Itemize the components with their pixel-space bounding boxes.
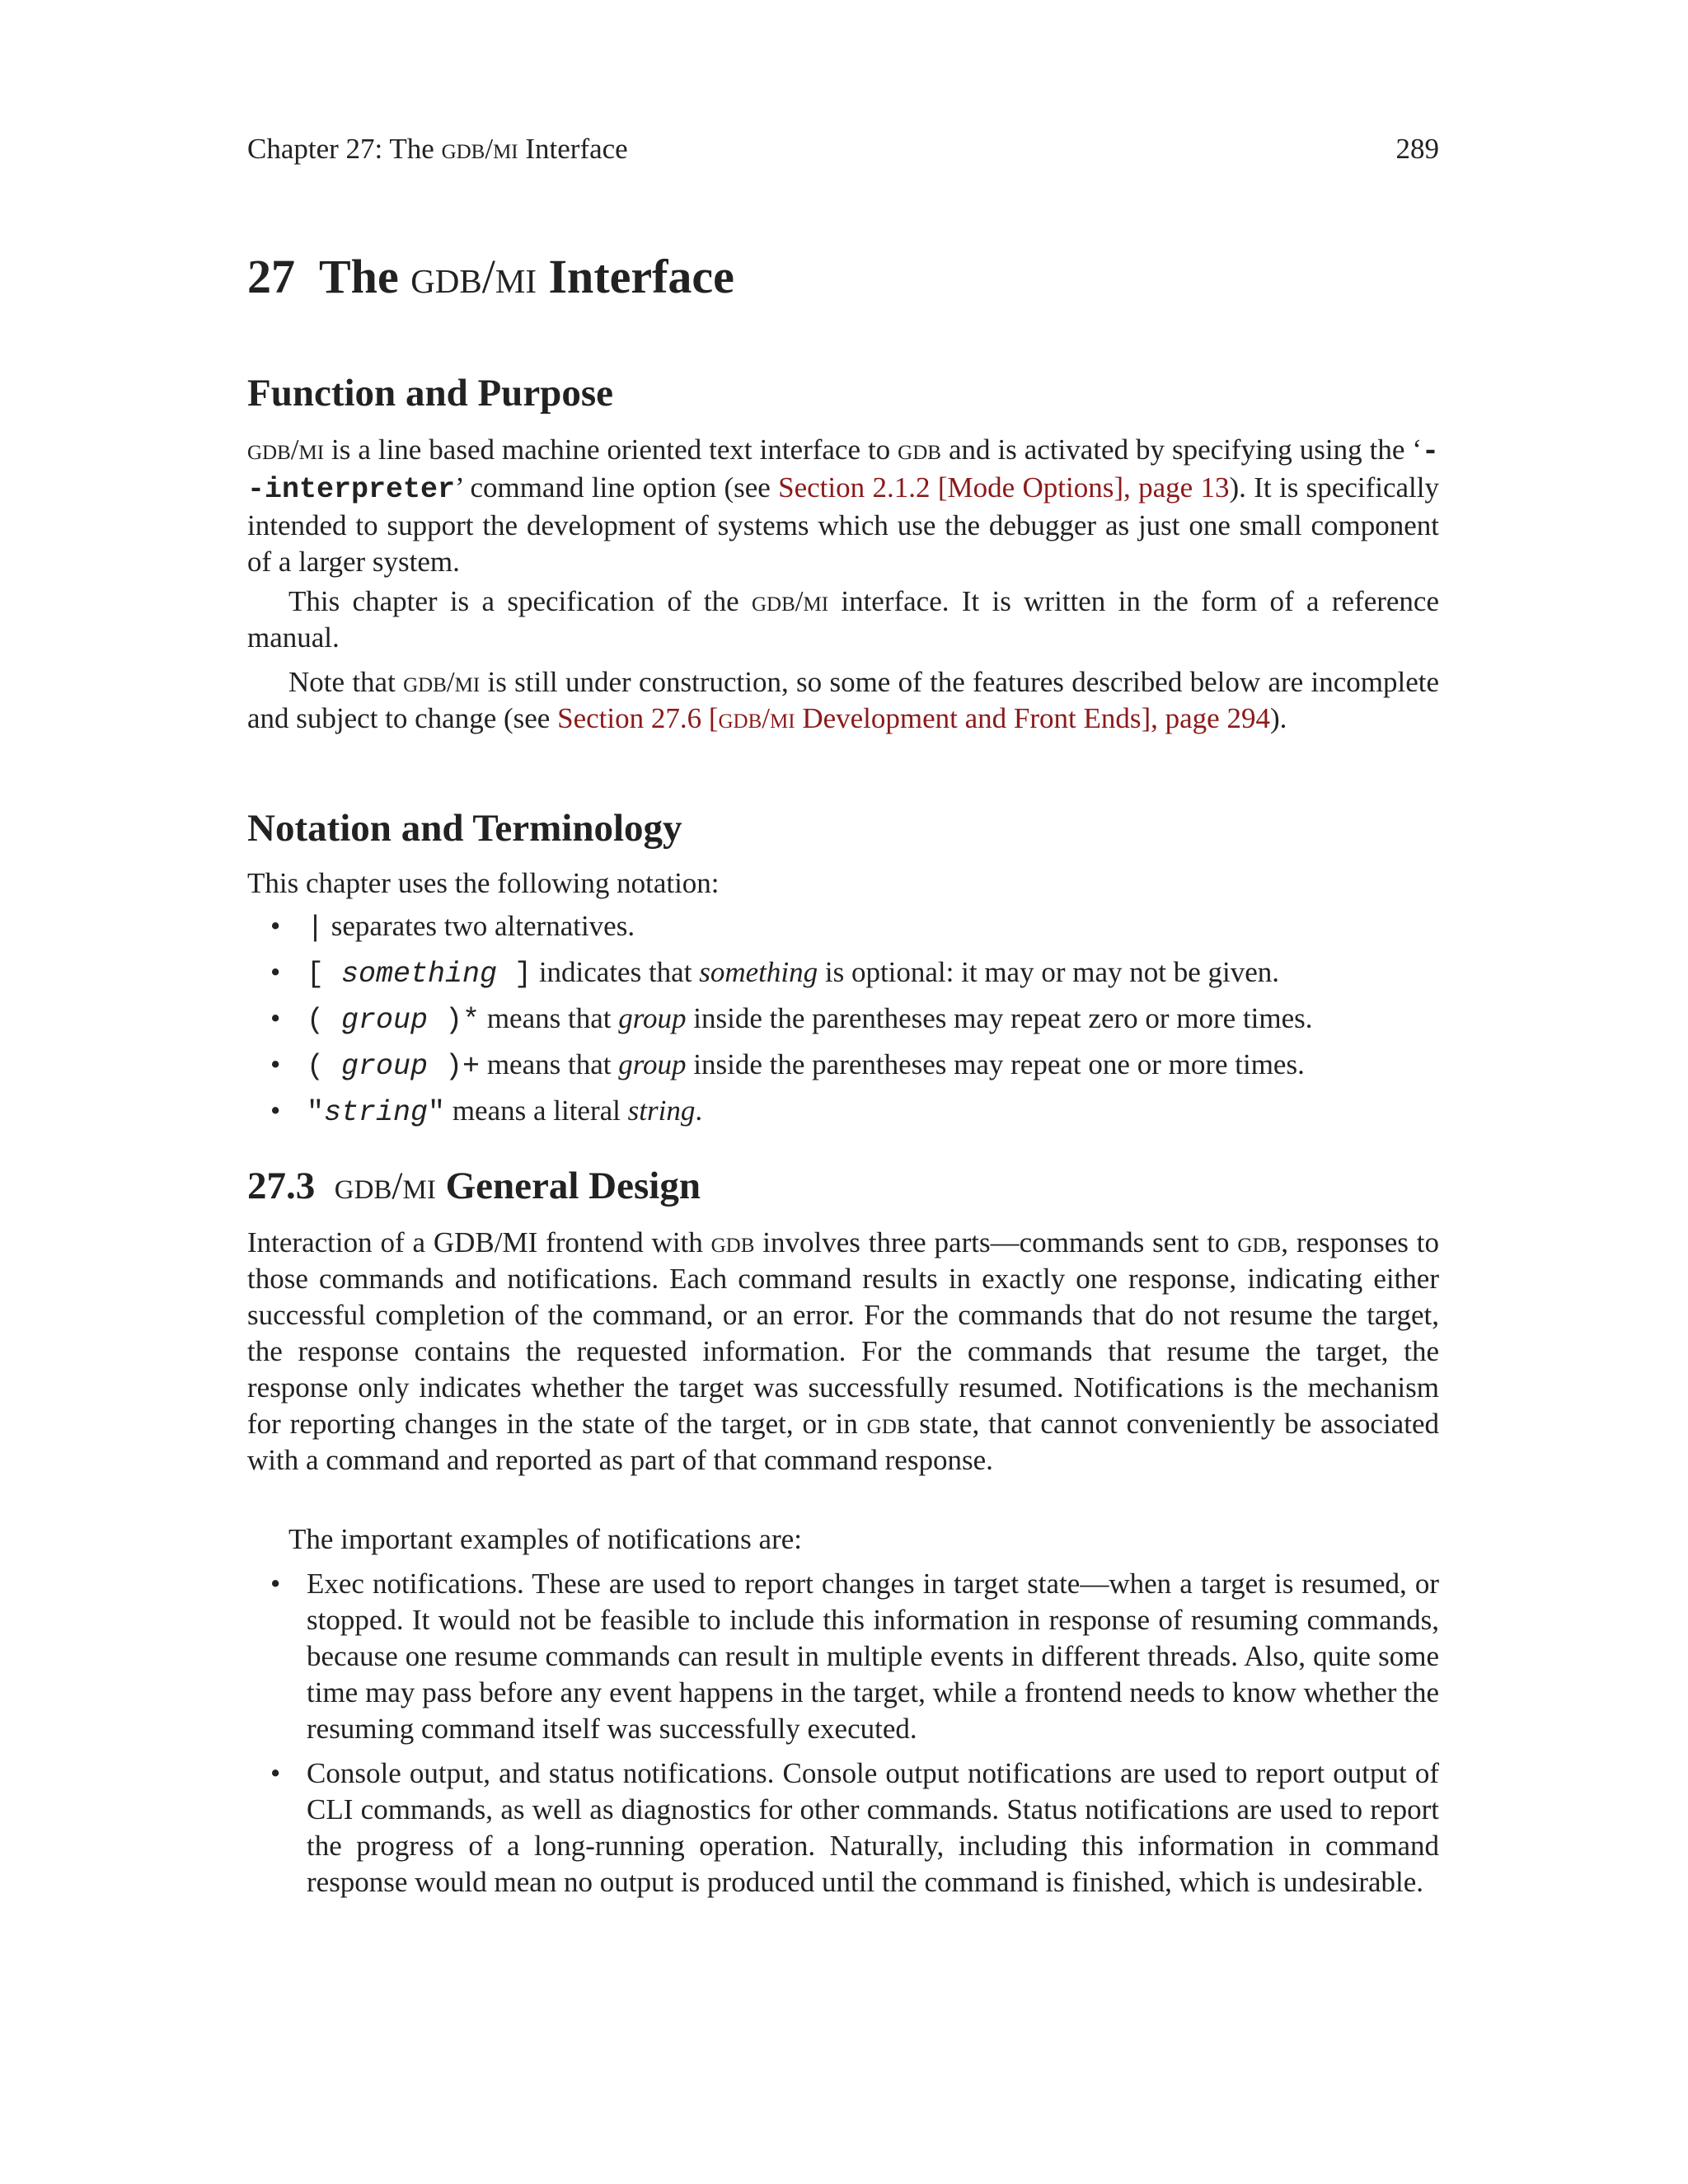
bullet-icon: •	[270, 1094, 281, 1127]
bullet-icon: •	[270, 1048, 281, 1080]
mode-options-link[interactable]: Section 2.1.2 [Mode Options], page 13	[778, 471, 1230, 504]
paragraph-general-design-2: The important examples of notifications are:	[288, 1523, 802, 1555]
interpreter-option-code: --interpreter	[247, 435, 1439, 506]
list-item: • | separates two alternatives.	[270, 910, 635, 944]
running-head	[247, 130, 1439, 168]
bullet-icon: •	[270, 910, 281, 942]
development-front-ends-link[interactable]: Section 27.6 [gdb/mi Development and Front Ends], page 294	[557, 702, 1270, 734]
list-item: • Console output, and status notifications. Console output notifications are used to report output of CLI commands, as well as diagnostics for other commands. Status notifications are used to report the progress of a long-running operation. Naturally, including this information in command response would mean no output is produced until the command is finished, which is undesirable.	[270, 1757, 1439, 1898]
paragraph-function-purpose-3: Note that gdb/mi is still under construction, so some of the features described below are incomplete and subject to change (see Section 27.6 [gdb/mi Development and Front Ends], page 294).	[247, 666, 1439, 734]
bullet-icon: •	[270, 956, 281, 988]
list-item: • "string" means a literal string.	[270, 1094, 703, 1129]
paragraph-general-design-1: Interaction of a GDB/MI frontend with gdb involves three parts—commands sent to gdb, responses to those commands and notifications. Each command results in exactly one response, indicating either successful completion of the command, or an error. For the commands that do not resume the target, the response contains the requested information. For the commands that resume the target, the response only indicates whether the target was successfully resumed. Notifications is the mechanism for reporting changes in the state of the target, or in gdb state, that cannot conveniently be associated with a command and reported as part of that command response.	[247, 1226, 1439, 1476]
section-heading-function-purpose: Function and Purpose	[247, 372, 613, 415]
paragraph-function-purpose-2: This chapter is a specification of the gdb/mi interface. It is written in the form of a reference manual.	[247, 585, 1440, 654]
notation-list	[247, 908, 1439, 1139]
bullet-icon: •	[270, 1002, 281, 1034]
chapter-title: 27 The gdb/mi Interface	[247, 250, 734, 303]
list-item: • [ something ] indicates that something is optional: it may or may not be given.	[270, 956, 1280, 991]
notifications-list	[247, 1566, 1439, 1909]
paragraph-function-purpose-1: gdb/mi is a line based machine oriented text interface to gdb and is activated by specifying using the ‘--interpreter’ command line option (see Section 2.1.2 [Mode Options], page 13). It is specifically intended to support the development of systems which use the debugger as just one small component of a larger system.	[247, 434, 1439, 578]
page-number: 289	[1395, 133, 1439, 165]
list-item: • ( group )+ means that group inside the parentheses may repeat one or more times.	[270, 1048, 1305, 1083]
section-heading-general-design: 27.3 gdb/mi General Design	[247, 1165, 701, 1207]
list-item: • Exec notifications. These are used to report changes in target state—when a target is resumed, or stopped. It would not be feasible to include this information in response of resuming commands, because one resume commands can result in multiple events in different threads. Also, quite some time may pass before any event happens in the target, while a frontend needs to know whether the resuming command itself was successfully executed.	[270, 1568, 1439, 1745]
running-head-chapter: Chapter 27: The gdb/mi Interface	[247, 133, 628, 165]
bullet-icon: •	[270, 1757, 281, 1789]
bullet-icon: •	[270, 1568, 281, 1600]
section-heading-notation: Notation and Terminology	[247, 807, 682, 850]
list-item: • ( group )* means that group inside the parentheses may repeat zero or more times.	[270, 1002, 1313, 1037]
notation-intro: This chapter uses the following notation:	[247, 867, 720, 899]
